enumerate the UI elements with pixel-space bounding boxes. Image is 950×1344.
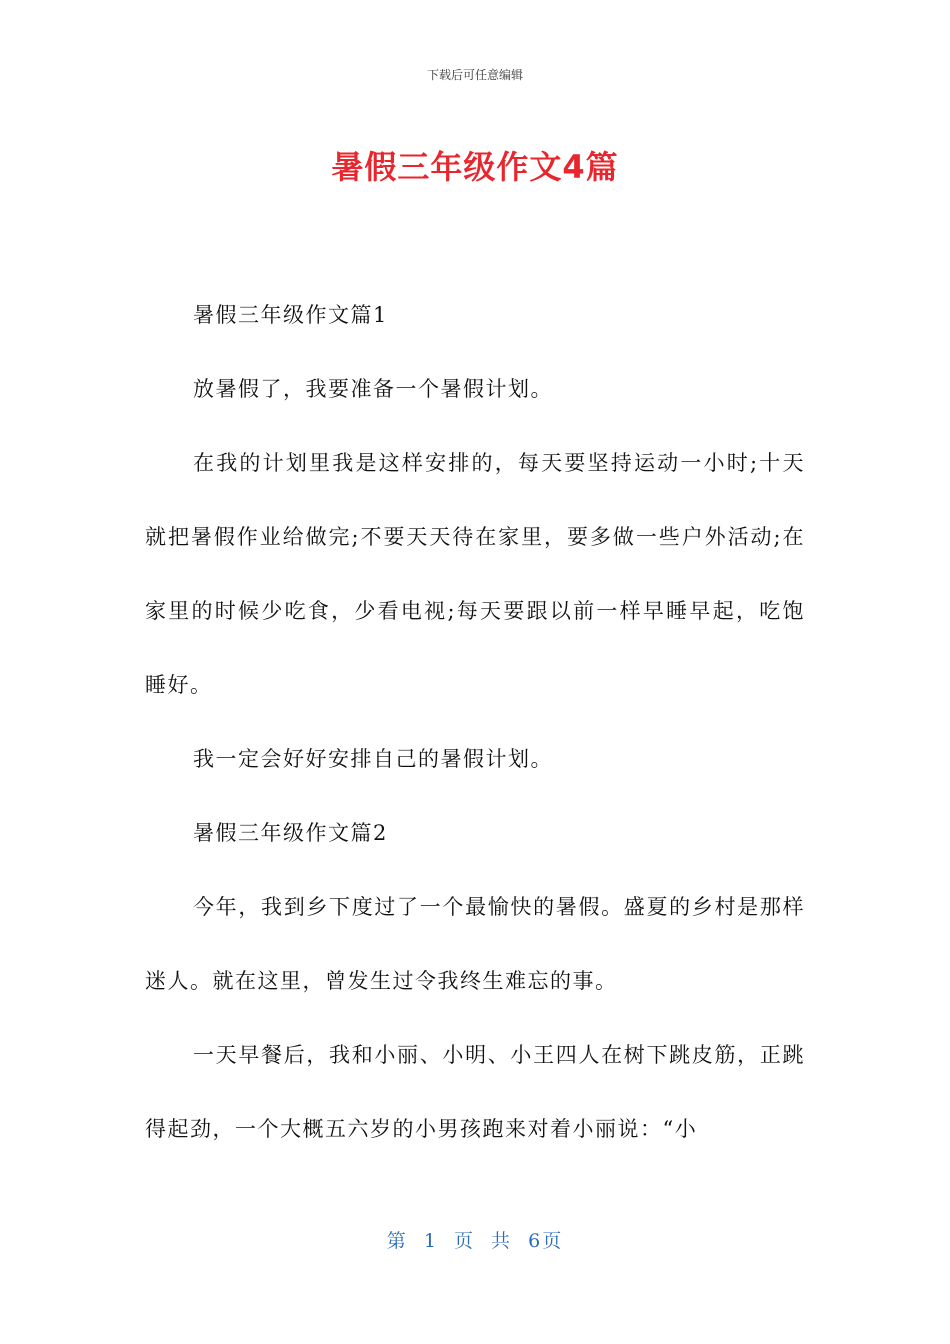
paragraph: 在我的计划里我是这样安排的，每天要坚持运动一小时;十天就把暑假作业给做完;不要天天待在家里，要多做一些户外活动;在家里的时候少吃食，少看电视;每天要跟以前一样早睡早起，吃饱睡好。 <box>145 451 805 697</box>
footer-label-page: 第 <box>386 1230 408 1252</box>
footer-current-page: 1 <box>423 1230 438 1252</box>
paragraph-heading-1: 暑假三年级作文篇1 <box>193 303 388 327</box>
document-body <box>145 278 805 1166</box>
paragraph: 我一定会好好安排自己的暑假计划。 <box>193 747 553 771</box>
paragraph-heading-2: 暑假三年级作文篇2 <box>193 821 388 845</box>
header-note: 下载后可任意编辑 <box>426 68 523 82</box>
document-title: 暑假三年级作文4篇 <box>331 148 619 186</box>
paragraph: 今年，我到乡下度过了一个最愉快的暑假。盛夏的乡村是那样迷人。就在这里，曾发生过令我终生难忘的事。 <box>145 895 805 993</box>
footer-label-page-unit: 页 <box>453 1230 475 1252</box>
footer-total-pages: 6页 <box>528 1230 564 1252</box>
paragraph: 一天早餐后，我和小丽、小明、小王四人在树下跳皮筋，正跳得起劲，一个大概五六岁的小男孩跑来对着小丽说：“小 <box>145 1043 805 1141</box>
footer-label-total: 共 <box>491 1230 513 1252</box>
paragraph: 放暑假了，我要准备一个暑假计划。 <box>193 377 553 401</box>
page-number-footer <box>0 1226 950 1253</box>
